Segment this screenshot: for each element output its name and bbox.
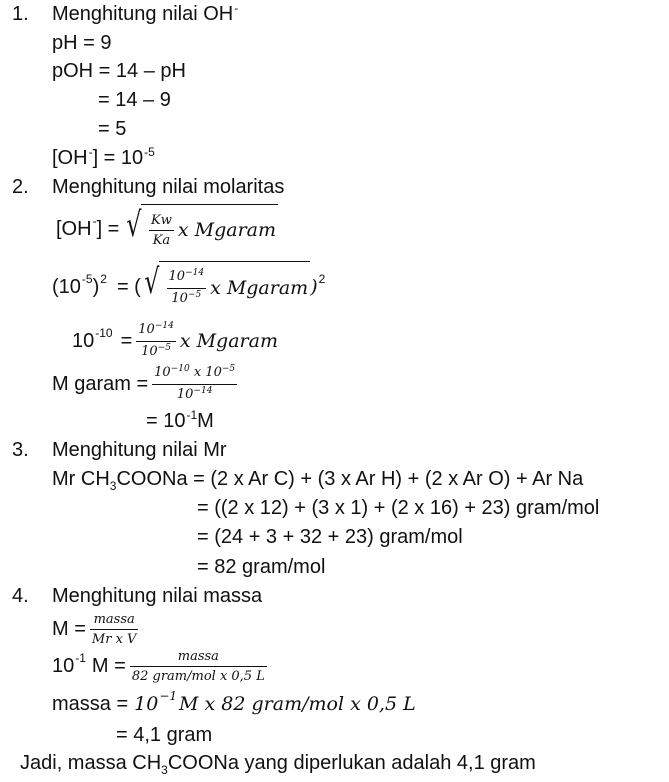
s2-line-4 — [52, 362, 241, 406]
step-3-number: 3. — [12, 439, 29, 461]
kw: Kw — [151, 212, 172, 228]
step-1-number: 1. — [12, 3, 29, 25]
ten: 10 — [154, 364, 171, 380]
step-3-title: Menghitung nilai Mr — [52, 439, 227, 461]
s3-line-1 — [52, 467, 583, 493]
step-2-number: 2. — [12, 176, 29, 198]
frac-bar — [167, 288, 207, 289]
s1-poh: pOH = 14 – pH — [52, 60, 186, 82]
massa-over-mrxv — [90, 612, 139, 647]
s2-l1-radicand — [141, 204, 278, 253]
ka: Ka — [152, 232, 171, 248]
s2-l5-exp: -1 — [186, 408, 198, 422]
s1-oh-exp: -5 — [144, 145, 155, 159]
step-4-number: 4. — [12, 585, 29, 607]
x-mgaram: x Mgaram — [177, 219, 277, 241]
s3-mr-sub: 3 — [109, 479, 117, 493]
s2-line-5 — [146, 409, 214, 435]
frac-bar — [136, 341, 176, 342]
s4-m-eq: M = — [52, 618, 86, 640]
x-mgaram: x Mgaram — [179, 330, 278, 352]
s2-l2-radicand — [159, 261, 311, 312]
s4-l3-rest: M x 82 gram/mol x 0,5 L — [179, 693, 416, 715]
step-1-title-text: Menghitung nilai OH — [52, 3, 234, 25]
ten: 10 — [176, 386, 194, 402]
exp: −14 — [193, 385, 213, 396]
denominator: Mr x V — [91, 631, 137, 647]
numerator: massa — [177, 648, 219, 664]
frac-14-over-5-b — [136, 322, 176, 361]
s1-oh-b: ] = 10 — [92, 147, 144, 169]
s1-ph: pH = 9 — [52, 32, 112, 54]
s1-oh-sup: - — [88, 145, 93, 159]
s2-l3-exp: -10 — [95, 326, 113, 340]
s4-line-2 — [52, 643, 271, 689]
s3-mr-a: Mr CH — [52, 468, 110, 490]
denominator: 82 gram/mol x 0,5 L — [131, 668, 265, 684]
s4-l3-exp: −1 — [159, 689, 178, 703]
ten: 10 — [168, 268, 186, 284]
s2-l2-exp: -5 — [81, 271, 93, 286]
s3-line-3: = (24 + 3 + 32 + 23) gram/mol — [197, 526, 463, 548]
frac-bar — [90, 629, 139, 630]
s4-l3-a: massa = — [52, 693, 129, 715]
frac-14-over-5 — [167, 269, 207, 308]
s2-l2-eq: = ( — [116, 275, 141, 298]
s2-l2-sqrt — [141, 261, 310, 312]
conclusion-b: COONa yang diperlukan adalah 4,1 gram — [167, 752, 536, 774]
s4-l2-b: M = — [91, 655, 126, 677]
exp: −14 — [185, 267, 205, 278]
step-1-title-sup: - — [234, 1, 239, 15]
s4-l2-exp: -1 — [75, 651, 86, 665]
exp: −10 — [170, 363, 190, 374]
x10: x 10 — [193, 364, 222, 380]
ten: 10 — [141, 343, 158, 359]
conclusion-sub: 3 — [161, 763, 168, 777]
s2-l2-exp2: 2 — [100, 271, 107, 286]
s4-line-3 — [52, 689, 416, 716]
s4-l2-a: 10 — [52, 655, 75, 677]
exp: −14 — [154, 320, 174, 331]
s3-line-4: = 82 gram/mol — [197, 556, 326, 578]
s4-line-4: = 4,1 gram — [116, 724, 213, 746]
sqrt-sign: √ — [126, 205, 142, 245]
frac-10-10-x-10-5-over-10-14 — [152, 365, 237, 404]
s2-line-2 — [52, 261, 325, 312]
massa-over-82 — [130, 649, 267, 684]
s2-l3-eq: = — [120, 330, 133, 352]
s2-l4-a: M garam = — [52, 373, 149, 395]
conclusion — [20, 751, 536, 777]
kw-over-ka — [149, 213, 174, 248]
s2-l1-a: [OH — [56, 217, 92, 240]
frac-bar — [152, 384, 237, 385]
exp: −5 — [187, 289, 202, 300]
numerator — [152, 365, 237, 382]
s2-l2-a: (10 — [52, 275, 81, 298]
s3-mr-b: COONa = (2 x Ar C) + (3 x Ar H) + (2 x Ar O) + Ar Na — [116, 468, 584, 490]
close-paren: ) — [310, 275, 318, 298]
denominator — [169, 291, 203, 308]
step-2-title: Menghitung nilai molaritas — [52, 176, 285, 198]
x-mgaram: x Mgaram — [210, 277, 309, 299]
s2-l1-sup: - — [92, 213, 97, 228]
s1-poh-3: = 5 — [98, 118, 127, 140]
ten: 10 — [171, 290, 188, 306]
s2-line-3 — [72, 318, 278, 364]
denominator — [139, 344, 173, 361]
conclusion-a: Jadi, massa CH — [20, 752, 162, 774]
s2-l2-b: ) — [92, 275, 100, 298]
frac-bar — [149, 230, 174, 231]
ten: 10 — [138, 321, 155, 337]
squared: 2 — [318, 271, 326, 286]
step-1-title — [52, 2, 238, 28]
exp: −5 — [157, 342, 171, 353]
s2-l1-sqrt — [123, 204, 278, 253]
s2-l1-b: ] = — [96, 217, 120, 240]
s2-l5-b: M — [197, 410, 214, 432]
s4-l3-ten: 10 — [134, 693, 159, 715]
s2-l3-a: 10 — [72, 330, 95, 352]
denominator — [175, 387, 215, 404]
step-4-title: Menghitung nilai massa — [52, 585, 263, 607]
sqrt-sign: √ — [144, 262, 160, 302]
s1-oh — [52, 146, 155, 172]
numerator: massa — [93, 611, 135, 627]
s1-oh-a: [OH — [52, 147, 88, 169]
exp: −5 — [221, 363, 236, 374]
s2-line-1 — [56, 204, 278, 253]
s1-poh-2: = 14 – 9 — [98, 89, 171, 111]
numerator — [167, 269, 207, 286]
numerator — [136, 322, 176, 339]
s3-line-2: = ((2 x 12) + (3 x 1) + (2 x 16) + 23) gram/mol — [197, 497, 600, 519]
frac-bar — [130, 666, 267, 667]
s2-l5-a: = 10 — [146, 410, 186, 432]
